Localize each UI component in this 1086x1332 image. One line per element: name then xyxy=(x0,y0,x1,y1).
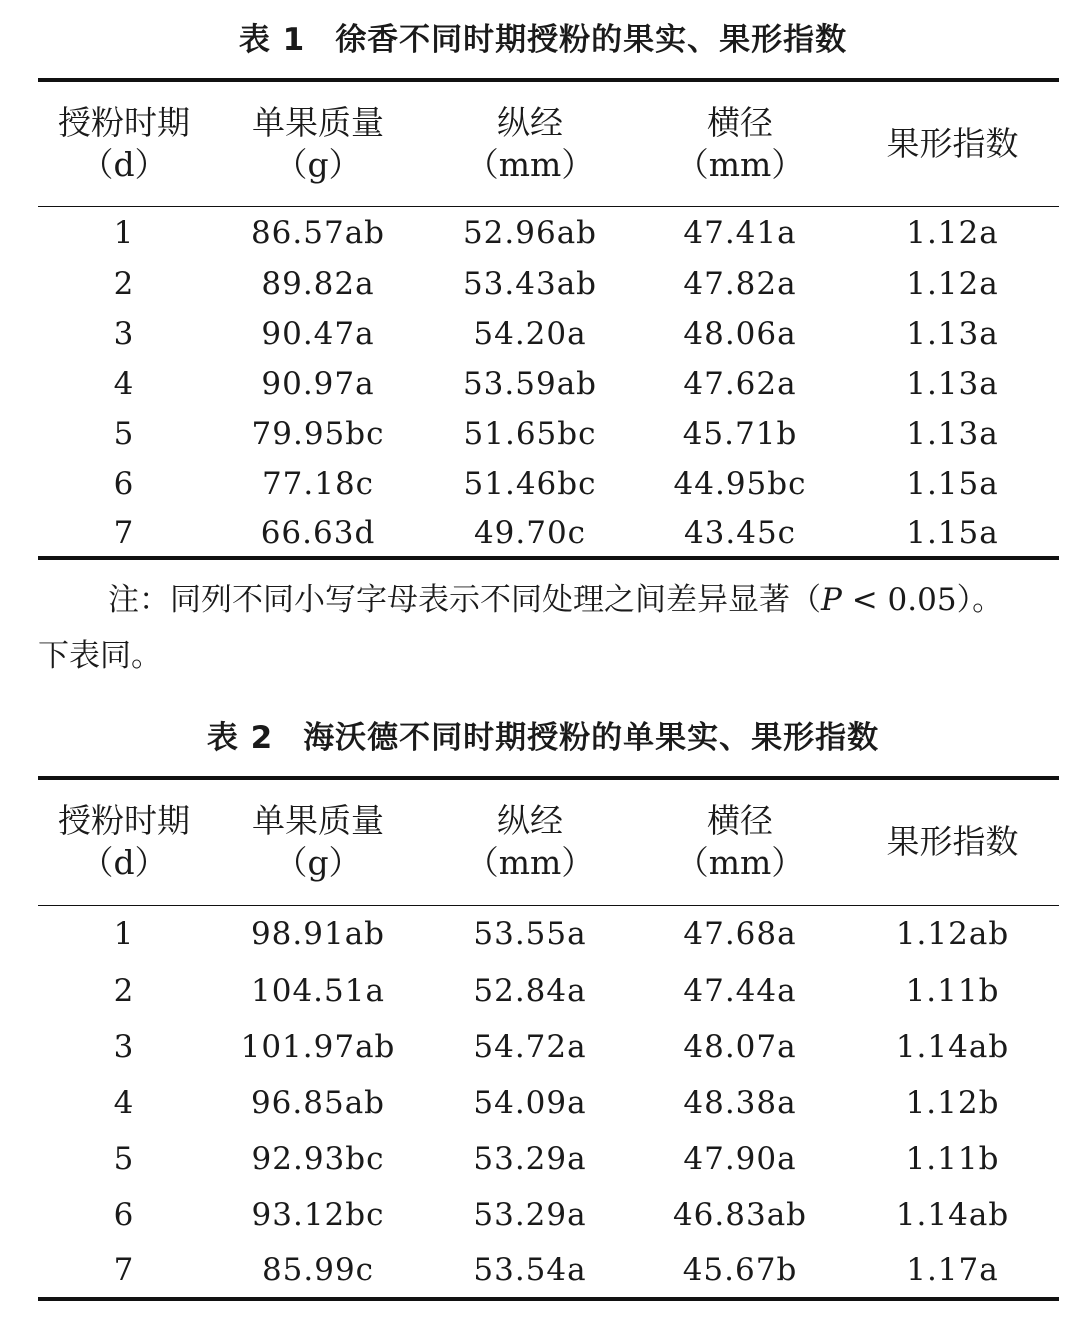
table1-label: 表 1 xyxy=(238,22,306,58)
table-cell: 7 xyxy=(113,514,135,551)
table-cell: 1.14ab xyxy=(895,1029,1010,1065)
table-cell: 90.97a xyxy=(261,366,375,402)
table-cell: 1.12a xyxy=(906,266,999,302)
table-cell: 5 xyxy=(113,1141,135,1177)
table-cell: 1.12ab xyxy=(895,916,1010,953)
table-cell: 96.85ab xyxy=(250,1085,386,1121)
table2-title: 海沃德不同时期授粉的单果实、果形指数 xyxy=(303,720,880,756)
table-row xyxy=(38,309,1059,359)
table-cell: 54.20a xyxy=(473,316,587,352)
table-cell: 47.62a xyxy=(683,366,797,402)
table1-header-weight: 单果质量 （g） xyxy=(252,102,384,184)
table-cell: 53.54a xyxy=(473,1252,587,1288)
table-cell: 1.14ab xyxy=(895,1197,1010,1233)
table-cell: 51.46bc xyxy=(463,466,597,502)
table1 xyxy=(38,78,1059,560)
table-cell: 53.29a xyxy=(473,1197,587,1233)
table-row xyxy=(38,905,1059,963)
table-cell: 101.97ab xyxy=(240,1029,396,1065)
table-cell: 6 xyxy=(113,1197,135,1233)
table-cell: 48.38a xyxy=(683,1085,797,1121)
table-cell: 47.82a xyxy=(683,266,797,302)
table-cell: 52.84a xyxy=(473,973,587,1009)
table-cell: 54.09a xyxy=(473,1085,587,1121)
table-cell: 45.67b xyxy=(682,1252,798,1288)
table2-header-period: 授粉时期 （d） xyxy=(58,801,190,883)
table-cell: 54.72a xyxy=(473,1029,587,1065)
table2-header-shape-index: 果形指数 xyxy=(886,822,1019,862)
table-row xyxy=(38,409,1059,459)
table-row xyxy=(38,1243,1059,1299)
table2-header-length: 纵经 （mm） xyxy=(465,801,595,883)
table-cell: 79.95bc xyxy=(251,416,385,452)
table-cell: 49.70c xyxy=(473,514,587,551)
table-cell: 47.68a xyxy=(683,916,797,953)
table-cell: 77.18c xyxy=(261,466,375,502)
table-cell: 66.63d xyxy=(260,514,376,551)
table-cell: 92.93bc xyxy=(251,1141,385,1177)
table-row xyxy=(38,1131,1059,1187)
table1-caption xyxy=(0,20,1086,60)
table-cell: 47.90a xyxy=(683,1141,797,1177)
table-cell: 3 xyxy=(113,316,135,352)
table2-label: 表 2 xyxy=(206,720,274,756)
table-cell: 1.11b xyxy=(905,1141,1000,1177)
table-cell: 44.95bc xyxy=(673,466,807,502)
table-cell: 53.59ab xyxy=(462,366,598,402)
table-row xyxy=(38,359,1059,409)
table-cell: 5 xyxy=(113,416,135,452)
table-cell: 93.12bc xyxy=(251,1197,385,1233)
table2-caption xyxy=(0,718,1086,758)
table-cell: 1.11b xyxy=(905,973,1000,1009)
table-cell: 53.29a xyxy=(473,1141,587,1177)
table-row xyxy=(38,963,1059,1019)
table-row xyxy=(38,259,1059,309)
table-row xyxy=(38,509,1059,558)
table-cell: 43.45c xyxy=(683,514,797,551)
table-cell: 2 xyxy=(113,973,135,1009)
table-cell: 45.71b xyxy=(682,416,798,452)
table-cell: 1.13a xyxy=(906,366,999,402)
table1-header-width: 横径 （mm） xyxy=(675,102,805,184)
table1-body xyxy=(38,206,1059,558)
table-cell: 7 xyxy=(113,1252,135,1288)
table-cell: 3 xyxy=(113,1029,135,1065)
table-cell: 6 xyxy=(113,466,135,502)
table2-header-weight: 单果质量 （g） xyxy=(252,801,384,883)
table-cell: 1.15a xyxy=(906,466,999,502)
note-line-1: 注：同列不同小写字母表示不同处理之间差异显著（P < 0.05）。 xyxy=(108,582,1004,618)
table-note xyxy=(38,572,1078,684)
table-cell: 51.65bc xyxy=(463,416,597,452)
table-row xyxy=(38,1187,1059,1243)
table-cell: 1.12b xyxy=(905,1085,1000,1121)
table-cell: 52.96ab xyxy=(462,214,598,251)
table-cell: 104.51a xyxy=(251,973,385,1009)
table-cell: 86.57ab xyxy=(250,214,386,251)
table-cell: 1.12a xyxy=(906,214,999,251)
table-cell: 48.06a xyxy=(683,316,797,352)
table2 xyxy=(38,776,1059,1301)
table2-header-width: 横径 （mm） xyxy=(675,801,805,883)
table-cell: 4 xyxy=(113,366,135,402)
table-cell: 1 xyxy=(113,214,135,251)
table1-header-length: 纵经 （mm） xyxy=(465,102,595,184)
table2-body xyxy=(38,905,1059,1299)
table1-title: 徐香不同时期授粉的果实、果形指数 xyxy=(335,22,848,58)
table-cell: 1.17a xyxy=(906,1252,999,1288)
table-cell: 90.47a xyxy=(261,316,375,352)
table-cell: 1 xyxy=(113,916,135,953)
table-cell: 47.44a xyxy=(683,973,797,1009)
table-cell: 89.82a xyxy=(261,266,375,302)
table-cell: 1.13a xyxy=(906,316,999,352)
table-cell: 4 xyxy=(113,1085,135,1121)
table-cell: 53.43ab xyxy=(462,266,598,302)
table-cell: 47.41a xyxy=(683,214,797,251)
table1-header-shape-index: 果形指数 xyxy=(886,123,1019,163)
table-cell: 46.83ab xyxy=(672,1197,808,1233)
table-cell: 98.91ab xyxy=(250,916,386,953)
table-row xyxy=(38,459,1059,509)
table-cell: 1.15a xyxy=(906,514,999,551)
note-line-2: 下表同。 xyxy=(38,638,162,674)
table-cell: 85.99c xyxy=(261,1252,375,1288)
table-row xyxy=(38,1075,1059,1131)
table-cell: 53.55a xyxy=(473,916,587,953)
table-cell: 1.13a xyxy=(906,416,999,452)
table1-header-period: 授粉时期 （d） xyxy=(58,102,190,184)
table-cell: 2 xyxy=(113,266,135,302)
table-row xyxy=(38,1019,1059,1075)
table-cell: 48.07a xyxy=(683,1029,797,1065)
table-row xyxy=(38,206,1059,259)
